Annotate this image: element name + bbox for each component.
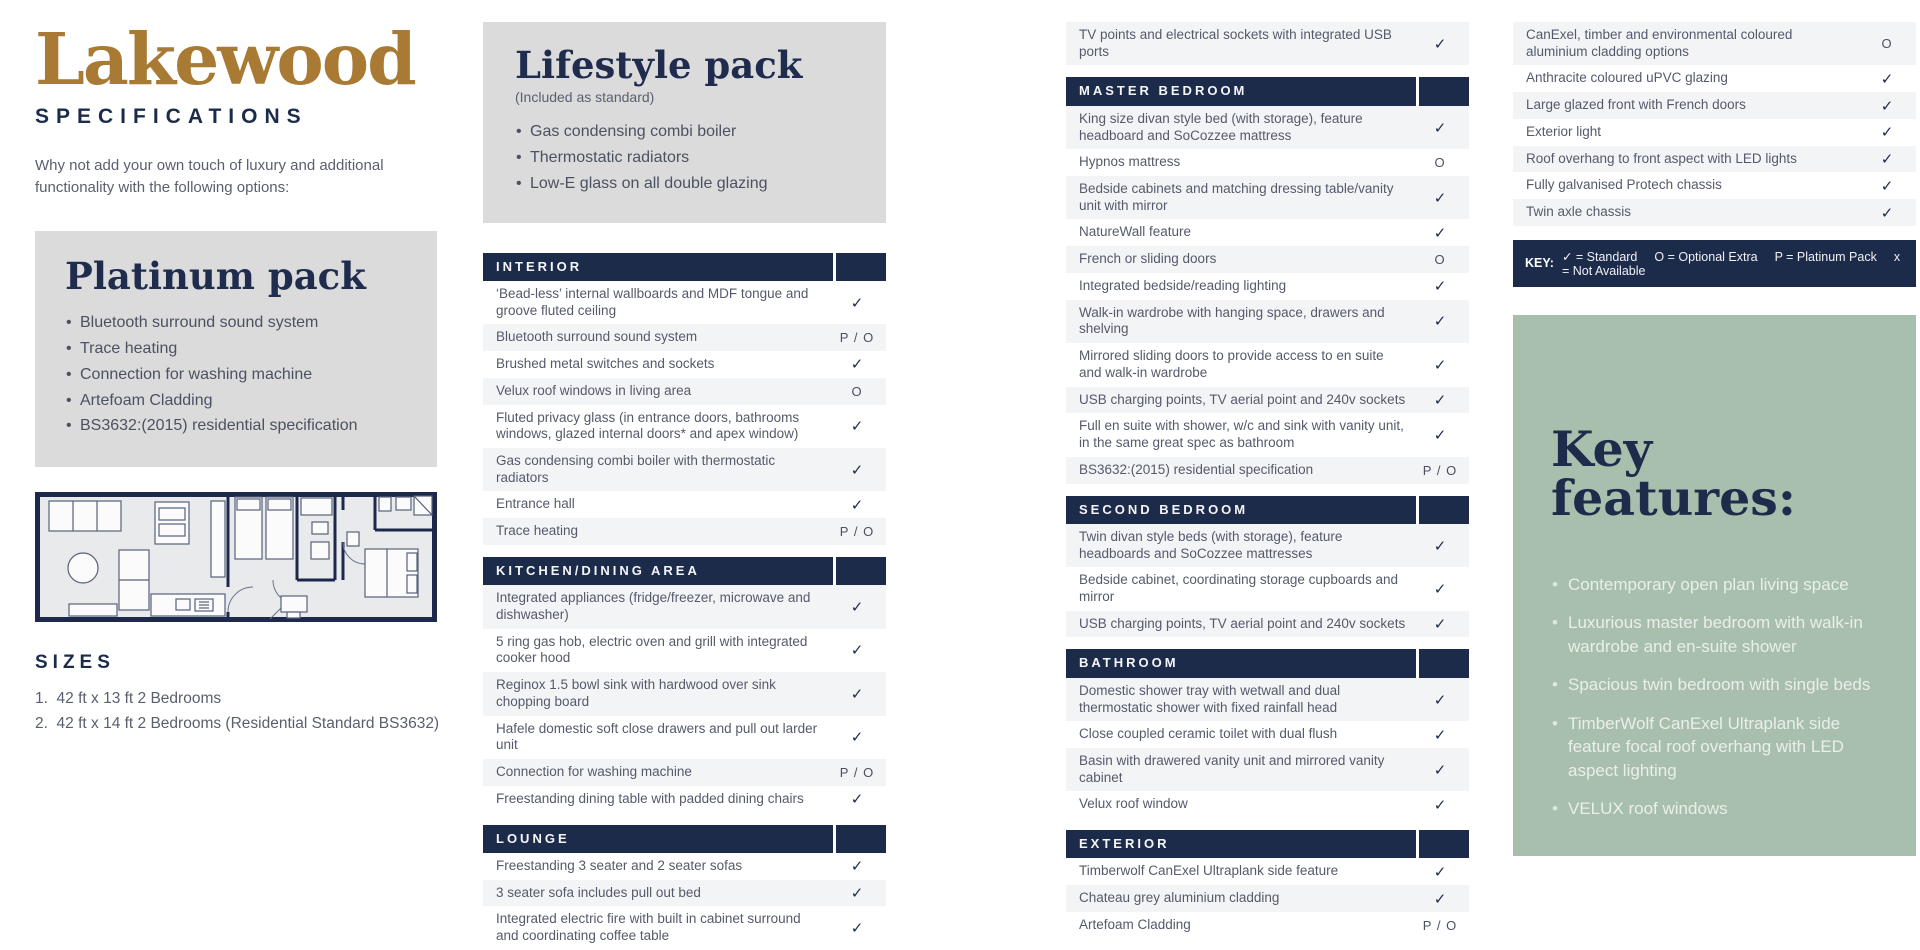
spec-section <box>483 253 886 545</box>
spec-row-mark: ✓ <box>1433 391 1447 409</box>
lifestyle-pack-box <box>483 22 886 223</box>
key-legend-entries <box>1562 249 1904 278</box>
spec-row <box>483 716 886 759</box>
spec-row <box>1066 721 1469 748</box>
spec-row-mark: ✓ <box>1433 35 1447 53</box>
lifestyle-pack-list <box>515 119 854 197</box>
spec-tables-col3 <box>1066 22 1469 939</box>
spec-row-label: Freestanding dining table with padded dining chairs <box>496 790 804 806</box>
spec-tables-col4 <box>1513 22 1916 226</box>
spec-row <box>1066 300 1469 343</box>
spec-row-mark: ✓ <box>850 642 864 660</box>
spec-row-mark: O <box>1881 36 1893 52</box>
key-features-list <box>1551 573 1878 821</box>
list-item: x = Not Available <box>1561 249 1901 278</box>
spec-row <box>483 906 886 949</box>
spec-row-mark: ✓ <box>850 356 864 374</box>
spec-row-label: Hypnos mattress <box>1079 154 1181 170</box>
spec-row <box>1513 92 1916 119</box>
list-item: • Low-E glass on all double glazing <box>515 171 854 197</box>
spec-section-header-mark-cell <box>836 825 886 853</box>
spec-row-label: USB charging points, TV aerial point and 240v sockets <box>1079 391 1406 407</box>
spec-row <box>1066 413 1469 456</box>
spec-row-label: Full en suite with shower, w/c and sink with vanity unit, in the same great spec as bathroom <box>1079 418 1404 451</box>
list-item: • Luxurious master bedroom with walk-in wardrobe and en-suite shower <box>1551 611 1873 658</box>
spec-section <box>1513 22 1916 226</box>
spec-row-label: Hafele domestic soft close drawers and pull out larder unit <box>496 720 818 753</box>
spec-row <box>483 672 886 715</box>
spec-row-mark: ✓ <box>1433 890 1447 908</box>
spec-row <box>1066 611 1469 638</box>
spec-row <box>1513 22 1916 65</box>
list-item: ✓ = Standard <box>1561 249 1638 264</box>
spec-row-label: Domestic shower tray with wetwall and dual thermostatic shower with fixed rainfall head <box>1079 682 1341 715</box>
spec-section-header-mark-cell <box>1419 649 1469 677</box>
spec-row <box>483 629 886 672</box>
spec-row-label: ‘Bead-less’ internal wallboards and MDF tongue and groove fluted ceiling <box>496 285 809 318</box>
spec-row <box>483 585 886 628</box>
spec-row-mark: ✓ <box>1880 70 1894 88</box>
spec-row-label: Integrated appliances (fridge/freezer, microwave and dishwasher) <box>496 590 811 622</box>
spec-row-label: Reginox 1.5 bowl sink with hardwood over sink chopping board <box>496 677 776 709</box>
spec-section-header-mark-cell <box>1419 496 1469 524</box>
page-subtitle: SPECIFICATIONS <box>35 105 308 129</box>
spec-row-mark: ✓ <box>1433 863 1447 881</box>
spec-row-label: Velux roof window <box>1079 796 1188 812</box>
spec-row-label: Connection for washing machine <box>496 764 692 780</box>
spec-row-label: USB charging points, TV aerial point and 240v sockets <box>1079 615 1406 631</box>
spec-section <box>1066 649 1469 818</box>
spec-section-title: EXTERIOR <box>1066 830 1416 858</box>
spec-row-label: Velux roof windows in living area <box>496 382 692 398</box>
spec-row-mark: ✓ <box>1433 427 1447 445</box>
spec-row-mark: ✓ <box>850 884 864 902</box>
spec-row-mark: ✓ <box>850 418 864 436</box>
spec-row-label: TV points and electrical sockets with integrated USB ports <box>1079 27 1392 59</box>
spec-section-header <box>1066 649 1469 677</box>
spec-row-label: Walk-in wardrobe with hanging space, drawers and shelving <box>1079 304 1385 337</box>
spec-row-mark: ✓ <box>1433 189 1447 207</box>
spec-row <box>1066 791 1469 818</box>
spec-row-mark: ✓ <box>1880 151 1894 169</box>
list-item: • TimberWolf CanExel Ultraplank side feature focal roof overhang with LED aspect lighting <box>1551 712 1873 782</box>
spec-row-label: CanExel, timber and environmental coloured aluminium cladding options <box>1526 27 1793 59</box>
spec-row <box>483 405 886 448</box>
spec-row-mark: ✓ <box>850 496 864 514</box>
spec-row-label: 3 seater sofa includes pull out bed <box>496 884 701 900</box>
list-item: P = Platinum Pack <box>1774 249 1877 264</box>
spec-row <box>483 491 886 518</box>
spec-row <box>1513 65 1916 92</box>
key-features-title: Key features: <box>1551 419 1796 527</box>
spec-section <box>483 825 886 950</box>
spec-row-mark: ✓ <box>1433 726 1447 744</box>
lifestyle-pack-title: Lifestyle pack <box>515 43 803 87</box>
spec-row-label: Trace heating <box>496 523 579 539</box>
spec-tables-col2 <box>483 253 886 950</box>
spec-row-label: Gas condensing combi boiler with thermostatic radiators <box>496 453 776 485</box>
spec-row <box>483 880 886 907</box>
spec-row-mark: ✓ <box>1433 616 1447 634</box>
list-item: • Artefoam Cladding <box>65 388 407 414</box>
spec-row-mark: ✓ <box>850 294 864 312</box>
brand-title: Lakewood <box>35 17 415 101</box>
list-item: • Thermostatic radiators <box>515 145 854 171</box>
spec-row <box>1066 858 1469 885</box>
list-item: • Contemporary open plan living space <box>1551 573 1873 596</box>
list-item: • VELUX roof windows <box>1551 797 1873 820</box>
spec-row-mark: ✓ <box>850 791 864 809</box>
spec-row-mark: ✓ <box>1880 124 1894 142</box>
list-item: • Trace heating <box>65 336 407 362</box>
spec-row-label: Anthracite coloured uPVC glazing <box>1526 70 1728 86</box>
spec-row-label: Exterior light <box>1526 123 1602 139</box>
spec-row <box>483 759 886 786</box>
spec-row-mark: P / O <box>1422 917 1458 933</box>
spec-row <box>483 378 886 405</box>
spec-row <box>1513 119 1916 146</box>
list-item: • Bluetooth surround sound system <box>65 310 407 336</box>
spec-row-label: King size divan style bed (with storage), feature headboard and SoCozzee mattress <box>1079 110 1363 143</box>
spec-row <box>1066 885 1469 912</box>
spec-section-header-mark-cell <box>836 557 886 585</box>
floorplan-image <box>35 492 437 622</box>
spec-row-label: Mirrored sliding doors to provide access to en suite and walk-in wardrobe <box>1079 348 1384 380</box>
spec-row-mark: ✓ <box>1433 691 1447 709</box>
spec-section-title: SECOND BEDROOM <box>1066 496 1416 524</box>
spec-row <box>1066 273 1469 300</box>
spec-row <box>483 448 886 491</box>
spec-row <box>1066 524 1469 567</box>
spec-row-label: Integrated bedside/reading lighting <box>1079 277 1287 293</box>
key-features-box <box>1513 315 1916 856</box>
spec-row-mark: O <box>1434 155 1446 171</box>
list-item: • Gas condensing combi boiler <box>515 119 854 145</box>
list-item: 42 ft x 13 ft 2 Bedrooms <box>56 690 222 708</box>
spec-section-title: KITCHEN/DINING AREA <box>483 557 833 585</box>
spec-section-header-mark-cell <box>1419 830 1469 858</box>
key-legend-bar <box>1513 240 1916 287</box>
spec-row-label: Chateau grey aluminium cladding <box>1079 890 1280 906</box>
spec-row-mark: P / O <box>839 764 875 780</box>
sizes-title: SIZES <box>35 652 115 674</box>
list-item: 42 ft x 14 ft 2 Bedrooms (Residential Standard BS3632) <box>56 715 440 733</box>
spec-section-header-mark-cell <box>1419 77 1469 105</box>
spec-row <box>1066 149 1469 176</box>
spec-row-mark: ✓ <box>850 920 864 938</box>
spec-section-title: LOUNGE <box>483 825 833 853</box>
spec-row-label: Brushed metal switches and sockets <box>496 356 715 372</box>
spec-row-mark: ✓ <box>1433 119 1447 137</box>
spec-row <box>1513 172 1916 199</box>
spec-section-title: BATHROOM <box>1066 649 1416 677</box>
spec-row-label: Entrance hall <box>496 496 575 512</box>
spec-row <box>1066 219 1469 246</box>
spec-row-label: Roof overhang to front aspect with LED lights <box>1526 150 1797 166</box>
right-spec-column <box>1513 22 1916 856</box>
spec-row-label: Fully galvanised Protech chassis <box>1526 177 1722 193</box>
spec-row-label: Fluted privacy glass (in entrance doors, bathrooms windows, glazed internal doors* and apex window) <box>496 409 800 442</box>
spec-row-mark: O <box>851 383 863 399</box>
spec-row-mark: ✓ <box>1433 761 1447 779</box>
spec-row-label: BS3632:(2015) residential specification <box>1079 461 1314 477</box>
list-item: O = Optional Extra <box>1654 249 1758 264</box>
spec-row-mark: ✓ <box>1433 224 1447 242</box>
spec-row-mark: ✓ <box>850 858 864 876</box>
spec-section-title: MASTER BEDROOM <box>1066 77 1416 105</box>
spec-row-mark: ✓ <box>1433 313 1447 331</box>
spec-row-label: Basin with drawered vanity unit and mirrored vanity cabinet <box>1079 752 1385 785</box>
spec-section <box>1066 496 1469 638</box>
spec-row <box>1066 343 1469 386</box>
spec-section-header <box>1066 77 1469 105</box>
spec-row <box>1066 387 1469 414</box>
spec-row-label: Twin divan style beds (with storage), feature headboards and SoCozzee mattresses <box>1079 528 1343 561</box>
spec-section-header-mark-cell <box>836 253 886 281</box>
spec-row-label: Bluetooth surround sound system <box>496 329 698 345</box>
spec-row <box>1066 246 1469 273</box>
spec-row <box>1066 748 1469 791</box>
spec-row <box>1066 567 1469 610</box>
spec-section-header <box>1066 830 1469 858</box>
platinum-pack-box <box>35 231 437 467</box>
spec-section-header <box>483 557 886 585</box>
spec-row <box>1066 678 1469 721</box>
spec-row <box>1066 22 1469 65</box>
spec-section <box>483 557 886 813</box>
spec-row-label: Twin axle chassis <box>1526 204 1632 220</box>
spec-row-mark: ✓ <box>1880 177 1894 195</box>
spec-row-mark: ✓ <box>1433 581 1447 599</box>
spec-row <box>1066 912 1469 939</box>
key-legend-label: KEY: <box>1525 256 1554 271</box>
sizes-list <box>35 687 440 737</box>
spec-row <box>1513 199 1916 226</box>
spec-section <box>1066 830 1469 939</box>
lifestyle-pack-subtitle: (Included as standard) <box>515 88 655 105</box>
spec-row <box>1066 106 1469 149</box>
spec-row-label: Timberwolf CanExel Ultraplank side feature <box>1079 863 1339 879</box>
spec-row-mark: ✓ <box>1433 356 1447 374</box>
spec-row <box>483 281 886 324</box>
spec-row-mark: ✓ <box>1880 204 1894 222</box>
spec-section-header <box>1066 496 1469 524</box>
spec-row-mark: ✓ <box>1433 278 1447 296</box>
platinum-pack-title: Platinum pack <box>65 253 366 298</box>
list-item: • BS3632:(2015) residential specification <box>65 413 407 439</box>
spec-row <box>483 853 886 880</box>
spec-section <box>1066 22 1469 65</box>
spec-row-mark: ✓ <box>1433 796 1447 814</box>
spec-row <box>483 324 886 351</box>
spec-row-label: Bedside cabinet, coordinating storage cupboards and mirror <box>1079 572 1398 605</box>
spec-row-mark: P / O <box>839 330 875 346</box>
spec-section-header <box>483 253 886 281</box>
spec-row-label: Bedside cabinets and matching dressing table/vanity unit with mirror <box>1079 180 1394 213</box>
spec-row-mark: ✓ <box>850 598 864 616</box>
left-spec-column <box>483 22 886 950</box>
spec-row <box>1066 176 1469 219</box>
spec-row-label: Artefoam Cladding <box>1079 916 1191 932</box>
spec-row-mark: ✓ <box>850 461 864 479</box>
spec-row <box>483 518 886 545</box>
left-column <box>35 17 440 737</box>
spec-row-label: Freestanding 3 seater and 2 seater sofas <box>496 857 743 873</box>
spec-row-mark: ✓ <box>1433 537 1447 555</box>
spec-row-label: Large glazed front with French doors <box>1526 97 1746 113</box>
spec-row-label: Close coupled ceramic toilet with dual flush <box>1079 726 1338 742</box>
spec-section <box>1066 77 1469 483</box>
spec-section-title: INTERIOR <box>483 253 833 281</box>
spec-row-label: French or sliding doors <box>1079 251 1217 267</box>
list-item: • Connection for washing machine <box>65 362 407 388</box>
spec-row-mark: ✓ <box>850 729 864 747</box>
platinum-pack-list <box>65 310 407 440</box>
spec-row <box>1066 457 1469 484</box>
spec-row-mark: P / O <box>1422 462 1458 478</box>
spec-row-mark: P / O <box>839 524 875 540</box>
spec-section-header <box>483 825 886 853</box>
spec-row <box>1513 146 1916 173</box>
spec-row-mark: ✓ <box>1880 97 1894 115</box>
middle-spec-column <box>1066 22 1469 939</box>
spec-row <box>483 351 886 378</box>
list-item: • Spacious twin bedroom with single beds <box>1551 673 1873 696</box>
intro-text: Why not add your own touch of luxury and additional functionality with the following options: <box>35 157 384 197</box>
spec-row-label: NatureWall feature <box>1079 224 1192 240</box>
spec-row <box>483 786 886 813</box>
spec-row-label: Integrated electric fire with built in cabinet surround and coordinating coffee table <box>496 911 801 944</box>
spec-row-mark: O <box>1434 252 1446 268</box>
spec-row-label: 5 ring gas hob, electric oven and grill with integrated cooker hood <box>496 633 808 666</box>
spec-row-mark: ✓ <box>850 685 864 703</box>
